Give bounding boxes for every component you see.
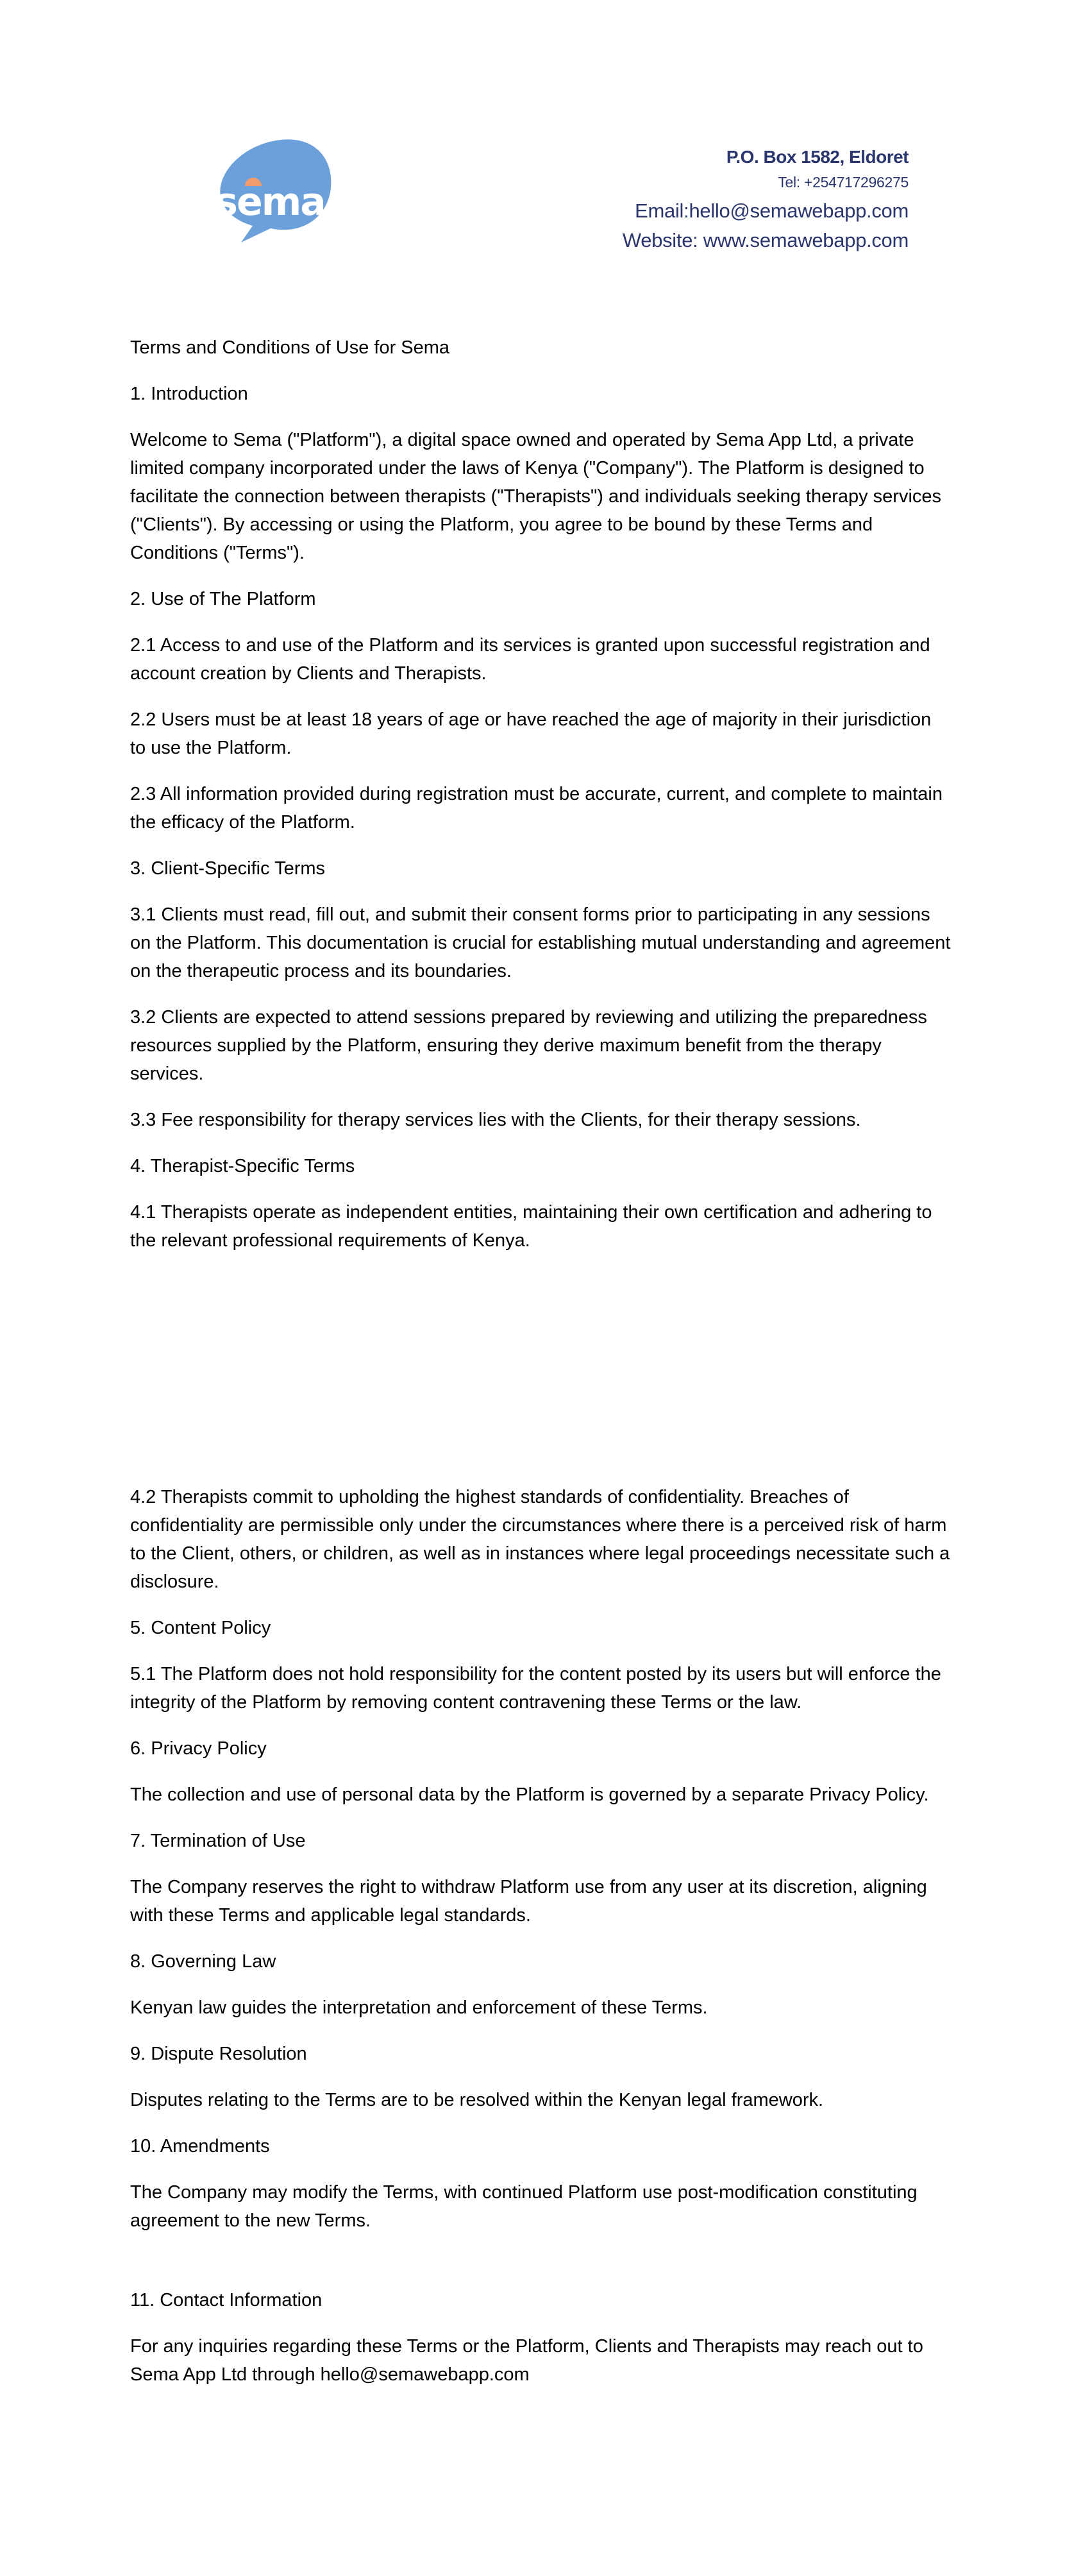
document-title: Terms and Conditions of Use for Sema: [130, 337, 450, 358]
para-privacy: The collection and use of personal data by the Platform is governed by a separate Privacy Policy.: [130, 1784, 929, 1805]
para-2-2: 2.2 Users must be at least 18 years of age or have reached the age of majority in their jurisdiction to use the Platform.: [130, 709, 932, 758]
para-3-1: 3.1 Clients must read, fill out, and submit their consent forms prior to participating in any sessions on the Platform. This documentation is crucial for establishing mutual understanding and agreement on the therapeutic process and its boundaries.: [130, 904, 951, 981]
para-3-2: 3.2 Clients are expected to attend sessions prepared by reviewing and utilizing the preparedness resources supplied by the Platform, ensuring they derive maximum benefit from the therapy services.: [130, 1007, 927, 1084]
heading-termination-of-use: 7. Termination of Use: [130, 1831, 306, 1851]
para-amendments: The Company may modify the Terms, with continued Platform use post-modification constituting agreement to the new Terms.: [130, 2182, 918, 2231]
heading-client-specific-terms: 3. Client-Specific Terms: [130, 858, 326, 879]
para-2-3: 2.3 All information provided during registration must be accurate, current, and complete to maintain the efficacy of the Platform.: [130, 784, 943, 833]
heading-dispute-resolution: 9. Dispute Resolution: [130, 2044, 307, 2064]
heading-use-of-platform: 2. Use of The Platform: [130, 589, 316, 609]
page-break-spacer: [130, 1273, 951, 1483]
heading-privacy-policy: 6. Privacy Policy: [130, 1738, 267, 1759]
website-line: Website: www.semawebapp.com: [622, 229, 909, 251]
para-4-2: 4.2 Therapists commit to upholding the highest standards of confidentiality. Breaches of confidentiality are permissible only under the circumstances where there is a perceived risk of harm to the Client, others, or children, as well as in instances where legal proceedings necessitate such a disclosure.: [130, 1487, 950, 1592]
para-4-1: 4.1 Therapists operate as independent entities, maintaining their own certification and adhering to the relevant professional requirements of Kenya.: [130, 1202, 932, 1251]
sema-logo-icon: [204, 137, 339, 246]
tel-line: Tel: +254717296275: [778, 174, 909, 191]
heading-contact-information: 11. Contact Information: [130, 2290, 323, 2310]
para-2-1: 2.1 Access to and use of the Platform and its services is granted upon successful registration and account creation by Clients and Therapists.: [130, 635, 930, 684]
heading-amendments: 10. Amendments: [130, 2136, 270, 2157]
heading-introduction: 1. Introduction: [130, 384, 248, 404]
para-3-3: 3.3 Fee responsibility for therapy services lies with the Clients, for their therapy sessions.: [130, 1110, 861, 1130]
po-box-line: P.O. Box 1582, Eldoret: [726, 147, 909, 167]
para-governing-law: Kenyan law guides the interpretation and enforcement of these Terms.: [130, 1997, 708, 2018]
contact-info: [623, 146, 909, 255]
para-5-1: 5.1 The Platform does not hold responsibility for the content posted by its users but will enforce the integrity of the Platform by removing content contravening these Terms or the law.: [130, 1664, 941, 1713]
company-logo: [204, 137, 339, 246]
heading-therapist-specific-terms: 4. Therapist-Specific Terms: [130, 1156, 355, 1176]
heading-content-policy: 5. Content Policy: [130, 1618, 271, 1638]
terms-document: [130, 334, 951, 2407]
email-line: Email:hello@semawebapp.com: [635, 199, 909, 222]
para-dispute-resolution: Disputes relating to the Terms are to be resolved within the Kenyan legal framework.: [130, 2090, 824, 2110]
para-contact-information: For any inquiries regarding these Terms or the Platform, Clients and Therapists may reach out to Sema App Ltd through hello@semawebapp.com: [130, 2336, 923, 2385]
para-intro: Welcome to Sema ("Platform"), a digital space owned and operated by Sema App Ltd, a private limited company incorporated under the laws of Kenya ("Company"). The Platform is designed to facilitate the connection between therapists ("Therapists") and individuals seeking therapy services ("Clients"). By accessing or using the Platform, you agree to be bound by these Terms and Conditions ("Terms").: [130, 430, 942, 563]
heading-governing-law: 8. Governing Law: [130, 1951, 276, 1972]
logo-wordmark: sema: [215, 180, 325, 225]
para-termination: The Company reserves the right to withdraw Platform use from any user at its discretion, aligning with these Terms and applicable legal standards.: [130, 1877, 927, 1926]
